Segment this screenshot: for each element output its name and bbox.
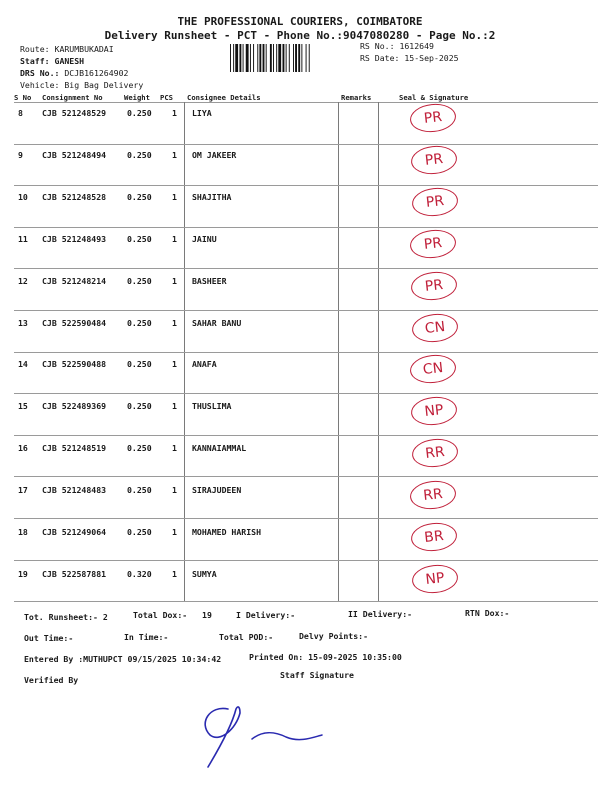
row-divider (14, 185, 598, 186)
row-consignee: THUSLIMA (192, 401, 232, 412)
entered-by: Entered By :MUTHUPCT 09/15/2025 10:34:42 (24, 654, 222, 664)
seal-stamp: CN (411, 311, 460, 344)
col-header-seal: Seal & Signature (399, 93, 469, 102)
rs-no-line (360, 41, 434, 51)
route-line (20, 44, 114, 54)
seal-stamp: PR (410, 144, 459, 177)
staff-label: Staff: (20, 56, 50, 66)
barcode-bar (295, 44, 297, 72)
barcode-bar (289, 44, 290, 72)
seal-stamp: NP (410, 395, 459, 428)
row-divider (14, 144, 598, 145)
row-consignee: JAINU (192, 233, 217, 244)
row-consignee: OM JAKEER (192, 149, 237, 160)
barcode-bar (259, 44, 261, 72)
row-weight: 0.250 (127, 317, 152, 328)
row-consignment-no: CJB 521248519 (42, 443, 107, 454)
in-time: In Time:- (124, 632, 169, 642)
row-consignee: LIYA (192, 108, 212, 118)
barcode-bar (283, 44, 285, 72)
seal-stamp: PR (411, 185, 460, 218)
printed-on: Printed On: 15-09-2025 10:35:00 (249, 652, 402, 662)
row-consignment-no: CJB 521248528 (42, 191, 107, 202)
row-consignment-no: CJB 521248483 (42, 485, 107, 496)
rs-no-value: 1612649 (399, 41, 434, 51)
barcode (230, 44, 356, 72)
row-pcs: 1 (172, 191, 177, 202)
seal-stamp: NP (411, 563, 460, 596)
row-weight: 0.250 (127, 275, 152, 286)
seal-stamp: PR (409, 102, 458, 135)
row-consignment-no: CJB 522587881 (42, 568, 107, 579)
row-divider (14, 268, 598, 269)
barcode-bar (263, 44, 265, 72)
staff-signature-label: Staff Signature (280, 670, 354, 680)
row-sno: 14 (18, 359, 28, 370)
row-sno: 11 (18, 233, 28, 244)
col-header-consignee: Consignee Details (187, 93, 261, 102)
row-divider (14, 518, 598, 519)
staff-value: GANESH (54, 56, 85, 66)
row-consignee: KANNAIAMMAL (192, 443, 247, 454)
barcode-bar (246, 44, 249, 72)
row-weight: 0.250 (127, 191, 152, 202)
col-header-consignment: Consignment No (42, 93, 103, 102)
delvy-points: Delvy Points:- (299, 631, 369, 641)
row-pcs: 1 (172, 359, 177, 370)
col-header-pcs: PCS (160, 93, 173, 102)
row-weight: 0.320 (127, 568, 152, 579)
barcode-bar (233, 44, 234, 72)
route-value: KARUMBUKADAI (54, 44, 114, 54)
barcode-bar (239, 44, 241, 72)
row-sno: 8 (18, 108, 23, 118)
row-pcs: 1 (172, 108, 177, 118)
row-consignment-no: CJB 522590484 (42, 317, 107, 328)
row-pcs: 1 (172, 233, 177, 244)
total-dox: Total Dox:- 19 (133, 610, 212, 620)
row-consignee: SAHAR BANU (192, 317, 242, 328)
row-weight: 0.250 (127, 108, 152, 118)
barcode-bar (253, 44, 254, 72)
drs-label: DRS No.: (20, 68, 60, 78)
row-sno: 10 (18, 191, 28, 202)
row-sno: 16 (18, 443, 28, 454)
row-pcs: 1 (172, 149, 177, 160)
row-pcs: 1 (172, 485, 177, 496)
row-weight: 0.250 (127, 401, 152, 412)
row-sno: 15 (18, 401, 28, 412)
barcode-bar (270, 44, 272, 72)
row-consignment-no: CJB 521248493 (42, 233, 107, 244)
vehicle-line (20, 80, 143, 90)
out-time: Out Time:- (24, 633, 74, 643)
rs-no-label: RS No.: (360, 41, 395, 51)
rtn-dox: RTN Dox:- (465, 608, 510, 618)
row-divider (14, 476, 598, 477)
row-weight: 0.250 (127, 527, 152, 537)
row-consignee: SUMYA (192, 568, 217, 579)
barcode-bar (306, 44, 307, 72)
row-consignment-no: CJB 521248529 (42, 108, 107, 118)
company-name: THE PROFESSIONAL COURIERS, COIMBATORE (177, 15, 423, 28)
row-pcs: 1 (172, 527, 177, 537)
row-pcs: 1 (172, 317, 177, 328)
runsheet-title: Delivery Runsheet - PCT - Phone No.:9047080280 - Page No.:2 (104, 29, 496, 42)
row-weight: 0.250 (127, 149, 152, 160)
staff-line (20, 56, 84, 66)
barcode-bar (243, 44, 244, 72)
row-divider (14, 435, 598, 436)
barcode-bar (301, 44, 302, 72)
row-sno: 12 (18, 275, 28, 286)
rs-date-line (360, 53, 459, 63)
header-divider (14, 102, 598, 103)
row-sno: 9 (18, 149, 23, 160)
col-header-weight: Weight (124, 93, 150, 102)
staff-signature (190, 695, 340, 775)
row-consignment-no: CJB 521248214 (42, 275, 107, 286)
barcode-bar (257, 44, 258, 72)
barcode-bar (235, 44, 238, 72)
rs-date-label: RS Date: (360, 53, 400, 63)
drs-line (20, 68, 128, 78)
row-sno: 18 (18, 527, 28, 537)
row-weight: 0.250 (127, 485, 152, 496)
vehicle-label: Vehicle: (20, 80, 60, 90)
row-pcs: 1 (172, 443, 177, 454)
row-divider (14, 227, 598, 228)
row-divider (14, 352, 598, 353)
row-sno: 17 (18, 485, 28, 496)
i-delivery: I Delivery:- (236, 610, 296, 620)
row-consignment-no: CJB 522590488 (42, 359, 107, 370)
total-pod: Total POD:- (219, 632, 274, 642)
row-divider (14, 393, 598, 394)
barcode-bar (250, 44, 251, 72)
seal-stamp: BR (410, 521, 459, 554)
drs-value: DCJB161264902 (64, 68, 129, 78)
verified-by: Verified By (24, 675, 79, 685)
rs-date-value: 15-Sep-2025 (404, 53, 459, 63)
row-consignment-no: CJB 521249064 (42, 527, 107, 537)
row-sno: 13 (18, 317, 28, 328)
route-label: Route: (20, 44, 50, 54)
row-weight: 0.250 (127, 443, 152, 454)
row-divider (14, 560, 598, 561)
row-pcs: 1 (172, 568, 177, 579)
row-pcs: 1 (172, 401, 177, 412)
row-consignee: BASHEER (192, 275, 227, 286)
barcode-bar (286, 44, 287, 72)
barcode-bar (293, 44, 294, 72)
barcode-bar (266, 44, 267, 72)
barcode-bar (298, 44, 300, 72)
row-pcs: 1 (172, 275, 177, 286)
barcode-bar (278, 44, 281, 72)
seal-stamp: RR (409, 479, 458, 512)
row-consignment-no: CJB 521248494 (42, 149, 107, 160)
col-header-remarks: Remarks (341, 93, 372, 102)
barcode-bar (309, 44, 310, 72)
barcode-bar (273, 44, 274, 72)
row-consignment-no: CJB 522489369 (42, 401, 107, 412)
col-header-sno: S No (14, 93, 32, 102)
seal-stamp: PR (410, 269, 459, 302)
vehicle-value: Big Bag Delivery (64, 80, 144, 90)
tot-runsheet: Tot. Runsheet:- 2 (24, 612, 108, 622)
ii-delivery: II Delivery:- (348, 609, 413, 619)
row-consignee: SHAJITHA (192, 191, 232, 202)
barcode-bar (230, 44, 231, 72)
seal-stamp: RR (411, 437, 460, 470)
row-divider (14, 310, 598, 311)
row-weight: 0.250 (127, 359, 152, 370)
seal-stamp: PR (409, 227, 458, 260)
row-consignee: MOHAMED HARISH (192, 527, 262, 537)
row-divider (14, 601, 598, 602)
seal-stamp: CN (409, 353, 458, 386)
row-consignee: SIRAJUDEEN (192, 485, 242, 496)
barcode-bar (276, 44, 277, 72)
row-weight: 0.250 (127, 233, 152, 244)
row-consignee: ANAFA (192, 359, 217, 370)
row-sno: 19 (18, 568, 28, 579)
